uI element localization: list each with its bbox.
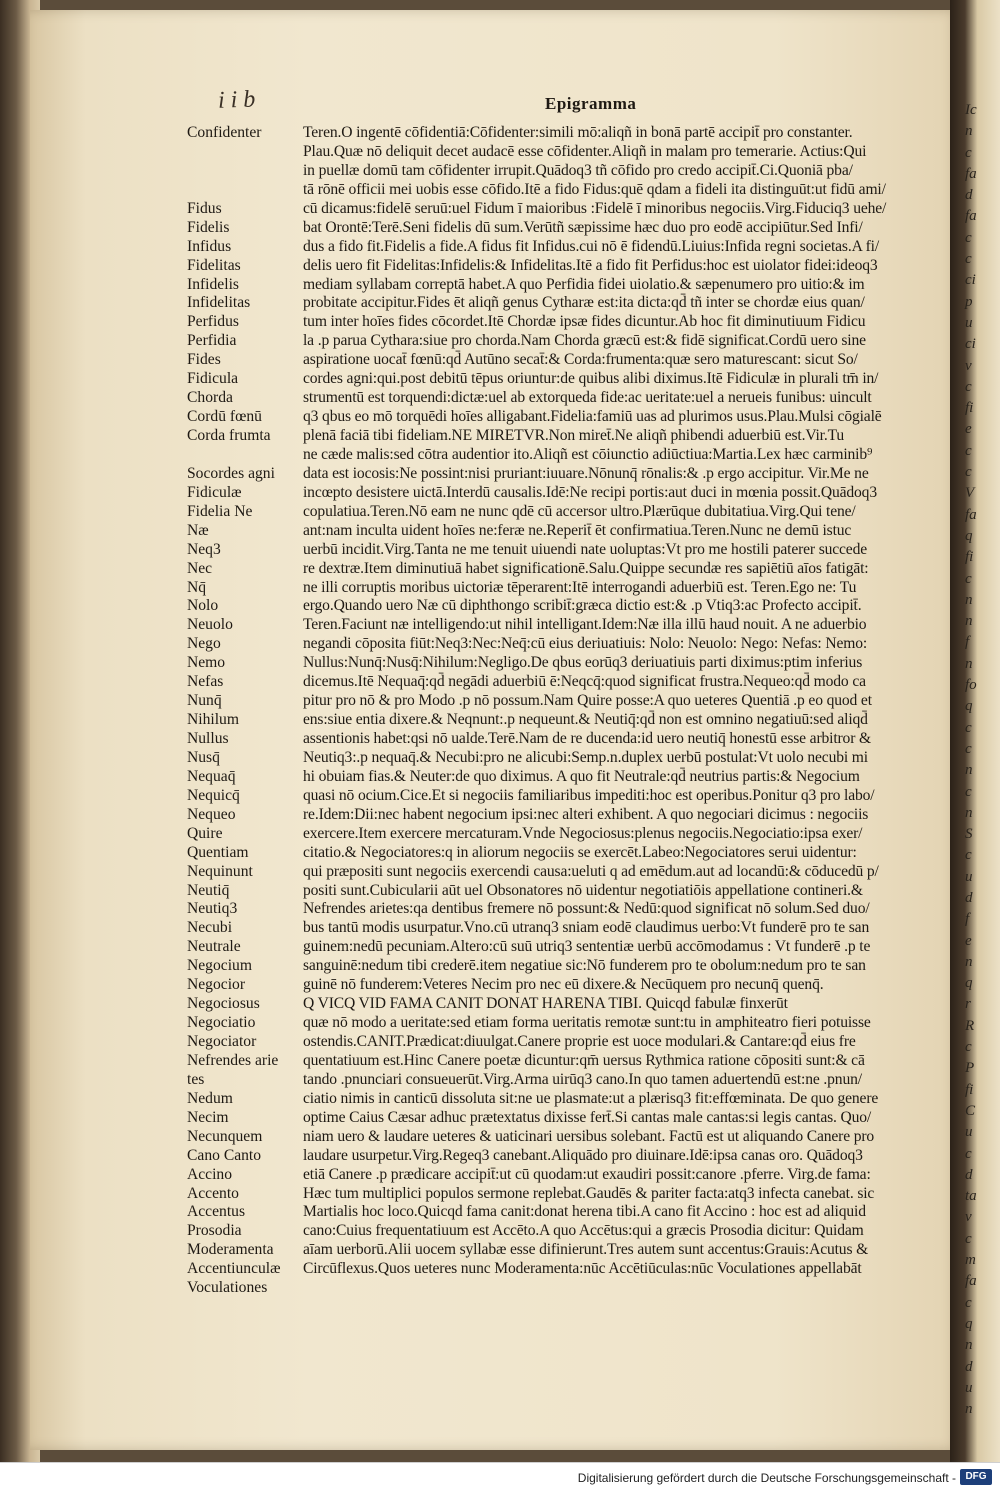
margin-term (187, 143, 299, 162)
margin-term: Infidelitas (187, 294, 251, 312)
text-line: guinem:nedū pecuniam.Altero:cū suū utriq3 sententiæ uerbū accōmodamus : Vt funderē .p te (303, 938, 871, 956)
text-line: quentatiuum est.Hinc Canere poetæ dicuntur:qm̄ uersus Rythmica ratione cōpositi sunt:& cā (303, 1051, 865, 1069)
text-line: Plau.Quæ nō deliquit decet audacē esse cōfidenter.Aliqñ in malam pro temerarie. Actius:Qui (303, 142, 867, 160)
text-line: aspiratione uocat̄ fœnū:qd̄ Autūno secat̄:& Corda:frumenta:quæ sero maturescant: sicut So/ (303, 351, 858, 369)
text-line: assentionis habet:qsi nō ualde.Terē.Nam de re ducenda:id uero neutiq̄ honestū esse arbitror & (303, 730, 871, 747)
text-line: ant:nam inculta uident hoīes ne:feræ ne.Reperit̄ ēt confirmatiua.Teren.Nunc ne demū istuc (303, 521, 852, 539)
commentary-text (303, 124, 943, 1279)
text-line: aīam uerborū.Alii uocem syllabæ esse difinierunt.Tres autem sunt accentus:Grauis:Acutus & (303, 1241, 869, 1259)
margin-term: Fidelitas (187, 256, 241, 274)
text-line: sanguinē:nedum tibi crederē.item negatiue sic:Nō funderem pro te obolum:nedum pro te san (303, 957, 866, 975)
margin-term: Neutiq̄ (187, 881, 230, 899)
margin-term: Nq̄ (187, 578, 207, 596)
manuscript-annotation: iib (217, 86, 262, 114)
margin-term: Infidus (187, 237, 232, 255)
text-line: hi obuiam fias.& Neuter:de quo diximus. A quo fit Neutrale:qd̄ neutrius partis:& Negocium (303, 767, 860, 785)
margin-term: Negocior (187, 976, 246, 994)
margin-term: Nefrendes arie (187, 1051, 279, 1069)
text-line: qui præpositi sunt negociis exercendi causa:ueluti q ad emēdum.aut ad locandū:& cōducedū p/ (303, 862, 879, 880)
margin-term: Neutrale (187, 938, 241, 956)
margin-term: Fidelia Ne (187, 502, 253, 520)
margin-term: Nullus (187, 730, 229, 747)
text-line: copulatiua.Teren.Nō eam ne nunc qdē cū accersor ultro.Plærūque dubitatiua.Virg.Qui tene/ (303, 502, 856, 520)
margin-term: Nego (187, 635, 221, 653)
text-line: tando .pnunciari consueuerūt.Virg.Arma uirūq3 cano.In quo tamen aduertendū est:ne .pnun/ (303, 1070, 862, 1088)
text-line: dus a fido fit.Fidelis a fide.A fidus fit Infidus.cui nō ē fidendū.Liuius:Infida regni societas.A fi/ (303, 237, 880, 255)
text-line: tā rōnē officii mei uobis esse cōfido.Itē a fido Fidus:quē qdam a fideli ita distinguūt:ut fidū ami/ (303, 180, 886, 198)
text-line: cū dicamus:fidelē seruū:uel Fidum ī maioribus :Fidelē ī minoribus negociis.Virg.Fiduciq3 uehe/ (303, 199, 887, 217)
margin-term: Cordū fœnū (187, 408, 262, 426)
running-head: Epigramma (545, 94, 637, 113)
text-line: strumentū est torquendi:dictæ:uel ab extorqueda fide:ac ueritate:uel a nerueis funibus: uincult (303, 389, 872, 407)
margin-term: Socordes agni (187, 464, 275, 482)
text-line: etiā Canere .p prædicare accipit̄:ut cū quodam:ut exaudiri possit:canore .pferre. Virg.de fama: (303, 1165, 871, 1183)
margin-term: Quentiam (187, 843, 249, 861)
text-line: bat Orontē:Terē.Seni fidelis dū sum.Verūtñ sæpissime hæc duo pro eodē accipiūtur.Sed Infi/ (303, 218, 863, 236)
text-line: niam uero & laudare ueteres & uaticinari uersibus solebant. Factū est ut aliquando Canere pro (303, 1127, 875, 1145)
margin-term: Accentus (187, 1203, 246, 1221)
text-line: Teren.O ingentē cōfidentiā:Cōfidenter:simili mō:aliqñ in bonā partē accipit̄ pro constanter. (303, 124, 853, 141)
margin-term: Nolo (187, 597, 219, 615)
margin-glosses (187, 124, 299, 1298)
text-line: dicemus.Itē Nequaq̄:qd̄ negādi aduerbiū ē:Neqcq̄:quod significat frustra.Nequeo:qd̄ modo ca (303, 673, 866, 691)
text-line: negandi cōposita fiūt:Neq3:Nec:Neq̄:cū eius deriuatiuis: Nolo: Neuolo: Nego: Nefas: Nemo: (303, 635, 868, 653)
text-line: probitate accipitur.Fides ēt aliqñ genus Cytharæ est:ita dicta:qd̄ tñ inter se chordæ eius quan/ (303, 294, 865, 312)
funding-credit: Digitalisierung gefördert durch die Deutsche Forschungsgemeinschaft - (577, 1471, 956, 1485)
margin-term: Chorda (187, 389, 233, 407)
text-line: ne illi corruptis moribus uictoriæ tēperarent:Itē interrogandi aduerbiū est. Teren.Ego ne: Tu (303, 578, 857, 596)
text-line: uerbū incidit.Virg.Tanta ne me tenuit uiuendi nate uoluptas:Vt pro me hostili paterer succede (303, 540, 868, 558)
text-line: data est iocosis:Ne possint:nisi pruriant:iuuare.Nōnunq̄ rōnalis:& .p ergo accipitur. Vir.Me ne (303, 464, 869, 482)
text-line: laudare usurpetur.Virg.Regeq3 canebant.Aliquādo pro diuinare.Idē:ipsa canas oro. Quādoq3 (303, 1146, 863, 1164)
text-line: Hæc tum multiplici populos sermone replebat.Gaudēs & pariter facta:atq3 infecta canebat. sic (303, 1184, 875, 1202)
margin-term: Negociatio (187, 1014, 256, 1032)
text-line: guinē nō funderem:Veteres Necim pro nec eū dixere.& Necūquem pro necunq̄ quenq̄. (303, 976, 824, 994)
margin-term: Nedum (187, 1089, 233, 1107)
text-line: Nefrendes arietes:qa dentibus fremere nō possunt:& Nedū:quod significat nō solum.Sed duo/ (303, 900, 870, 918)
facing-page-margin: Ic n c fa d fa c c ci p u ci v c fi e c c V fa q fi c n n f n fo q c c n c n S c u d f e n q r R c P fi C u c d ta v c m fa c q n d u n (965, 102, 977, 1418)
margin-term: Prosodia (187, 1222, 242, 1240)
text-line: Nullus:Nunq̄:Nusq̄:Nihilum:Negligo.De qbus eorūq3 deriuatiuis parti diximus:ptim inferius (303, 654, 863, 672)
margin-term: Necubi (187, 919, 233, 937)
margin-term: Corda frumta (187, 427, 271, 444)
margin-term: Cano Canto (187, 1146, 262, 1164)
text-line: ergo.Quando uero Næ cū diphthongo scribit̄:græca dictio est:& .p Vtiq3:ac Profecto accipit̄. (303, 597, 862, 615)
margin-term: Nihilum (187, 711, 239, 729)
margin-term: Accino (187, 1165, 233, 1183)
margin-term: Fidiculæ (187, 483, 242, 501)
dfg-logo: DFG (960, 1469, 992, 1485)
text-line: bus tantū modis usurpatur.Vno.cū utranq3 sniam eodē claudimus uerbo:Vt funderē pro te san (303, 919, 870, 937)
margin-term: Nemo (187, 654, 226, 672)
text-line: plenā faciā tibi fideliam.NE MIRETVR.Non miret̄.Ne aliqñ phibendi aduerbiū est.Vir.Tu (303, 427, 845, 444)
text-line: incœpto desistere uictā.Interdū causalis.Idē:Ne recipi portis:aut duci in mœnia possit.Quādoq3 (303, 483, 877, 501)
margin-term: Negocium (187, 957, 252, 975)
text-line: ens:siue entia dixere.& Neqnunt:.p nequeunt.& Neutiq̄:qd̄ non est omnino negatiuū:sed aliqd̄ (303, 711, 868, 729)
margin-term: Neq3 (187, 540, 221, 558)
margin-term: Nequeo (187, 805, 236, 823)
text-line: Circūflexus.Quos ueteres nunc Moderamenta:nūc Accētiūculas:nūc Voculationes appellabāt (303, 1260, 862, 1278)
margin-term: Nequicq̄ (187, 786, 240, 804)
margin-term: Infidelis (187, 275, 239, 293)
margin-term: tes (187, 1070, 205, 1088)
margin-term: Nec (187, 559, 213, 577)
text-line: quasi nō ocium.Cice.Et si negociis familiaribus impediti:hoc est operibus.Ponitur q3 pro labo/ (303, 786, 875, 804)
text-line: re.Idem:Dii:nec habent negocium ipsi:nec alteri exhibent. A quo negociari dicimus : negociis (303, 805, 869, 823)
text-line: optime Caius Cæsar adhuc prætextatus dixisse fert̄.Si cantas male cantas:si legis cantas. Quo/ (303, 1108, 872, 1126)
text-line: Q VICQ VID FAMA CANIT DONAT HARENA TIBI. Quicqd fabulæ finxerūt (303, 995, 788, 1013)
text-line: ne cæde malis:sed cōtra audentior ito.Aliqñ est cōiunctio adiūctiua:Martia.Lex hæc carminib⁹ (303, 445, 873, 463)
text-line: delis uero fit Fidelitas:Infidelis:& Infidelitas.Itē a fido fit Perfidus:hoc est uiolator fidei:ideoq3 (303, 256, 878, 274)
margin-term: Moderamenta (187, 1241, 274, 1259)
text-line: Teren.Faciunt næ intelligendo:ut nihil intelligant.Idem:Næ illa illū haud nouit. A ne aduerbio (303, 616, 867, 634)
margin-term: Nusq̄ (187, 748, 220, 766)
margin-term: Quire (187, 824, 223, 842)
margin-term (187, 446, 299, 465)
margin-term: Necunquem (187, 1127, 263, 1145)
text-line: tum inter hoīes fides cōcordet.Itē Chordæ ipsæ fides dicuntur.Ab hoc fit diminutiuum Fidicu (303, 313, 866, 331)
margin-term: Voculationes (187, 1279, 268, 1297)
text-line: re dextræ.Item diminutiuā habet significationē.Salu.Quippe secundæ res sapiētiū aīos fatigāt: (303, 559, 869, 577)
text-line: q3 qbus eo mō torquēdi hoīes alligabant.Fidelia:famiū uas ad plurimos usus.Plau.Mulsi cōgialē (303, 408, 882, 426)
margin-term: Fidelis (187, 218, 230, 236)
margin-term: Fides (187, 351, 221, 369)
margin-term (187, 181, 299, 200)
text-line: ostendis.CANIT.Prædicat:diuulgat.Canere proprie est uoce modulari.& Cantare:qd̄ eius fre (303, 1033, 856, 1050)
text-line: mediam syllabam correptā habet.A quo Perfidia fidei uiolatio.& sæpenumero pro uitio:& im (303, 275, 865, 293)
margin-term: Negociator (187, 1033, 257, 1050)
margin-term: Neutiq3 (187, 900, 238, 918)
text-line: Martialis hoc loco.Quicqd fama canit:donat herena tibi.A cano fit Accino : hoc est ad aliquid (303, 1203, 866, 1221)
margin-term: Accentiunculæ (187, 1260, 281, 1278)
text-line: in puellæ domū tam cōfidenter irrupit.Quādoq3 tñ cōfido pro credo accipit̄.Ci.Quoniā pba/ (303, 161, 853, 179)
margin-term: Negociosus (187, 995, 260, 1013)
margin-term: Nequinunt (187, 862, 253, 880)
margin-term: Perfidus (187, 313, 239, 331)
margin-term: Fidus (187, 199, 222, 217)
margin-term: Nequaq̄ (187, 767, 236, 785)
text-line: pitur pro nō & pro Modo .p nō possum.Nam Quire posse:A quo ueteres Quentiā .p eo quod et (303, 692, 872, 710)
text-line: ciatio nimis in canticū dissoluta sit:ne ue plasmate:ut a plærisq3 fit:effœminata. De quo genere (303, 1089, 879, 1107)
text-line: cano:Cuius frequentatiuum est Accēto.A quo Accētus:qui a græcis Prosodia dicitur: Quidam (303, 1222, 864, 1240)
footer-bar (0, 1462, 1000, 1492)
margin-term: Necim (187, 1108, 229, 1126)
text-line: la .p parua Cythara:siue pro chorda.Nam Chorda græcū est:& fidē significat.Cordū uero sine (303, 332, 866, 350)
margin-term: Fidicula (187, 370, 239, 388)
text-line: cordes agni:qui.post debitū tēpus oriuntur:de quibus alibi diximus.Itē Fidiculæ in plurali tm̄ in/ (303, 370, 879, 388)
margin-term: Perfidia (187, 332, 237, 350)
margin-term: Neuolo (187, 616, 233, 634)
margin-term: Confidenter (187, 124, 262, 141)
text-line: Neutiq3:.p nequaq̄.& Necubi:pro ne alicubi:Semp.n.duplex uerbū postulat:Vt uolo necubi mi (303, 748, 868, 766)
margin-term: Nunq̄ (187, 692, 222, 710)
text-line: positi sunt.Cubicularii aūt uel Obsonatores nō uidentur negotiatiōis appellatione contineri.& (303, 881, 863, 899)
text-line: citatio.& Negociatores:q in aliorum negociis se exercēt.Labeo:Negociatores serui uidentur: (303, 843, 857, 861)
text-line: exercere.Item exercere mercaturam.Vnde Negociosus:plenus negociis.Negociatio:ipsa exer/ (303, 824, 863, 842)
margin-term: Næ (187, 521, 209, 539)
margin-term: Nefas (187, 673, 224, 691)
text-line: quæ nō modo a ueritate:sed etiam forma ueritatis remotæ sunt:tu in amphiteatro fieri potuisse (303, 1014, 871, 1032)
margin-term (187, 162, 299, 181)
margin-term: Accento (187, 1184, 239, 1202)
